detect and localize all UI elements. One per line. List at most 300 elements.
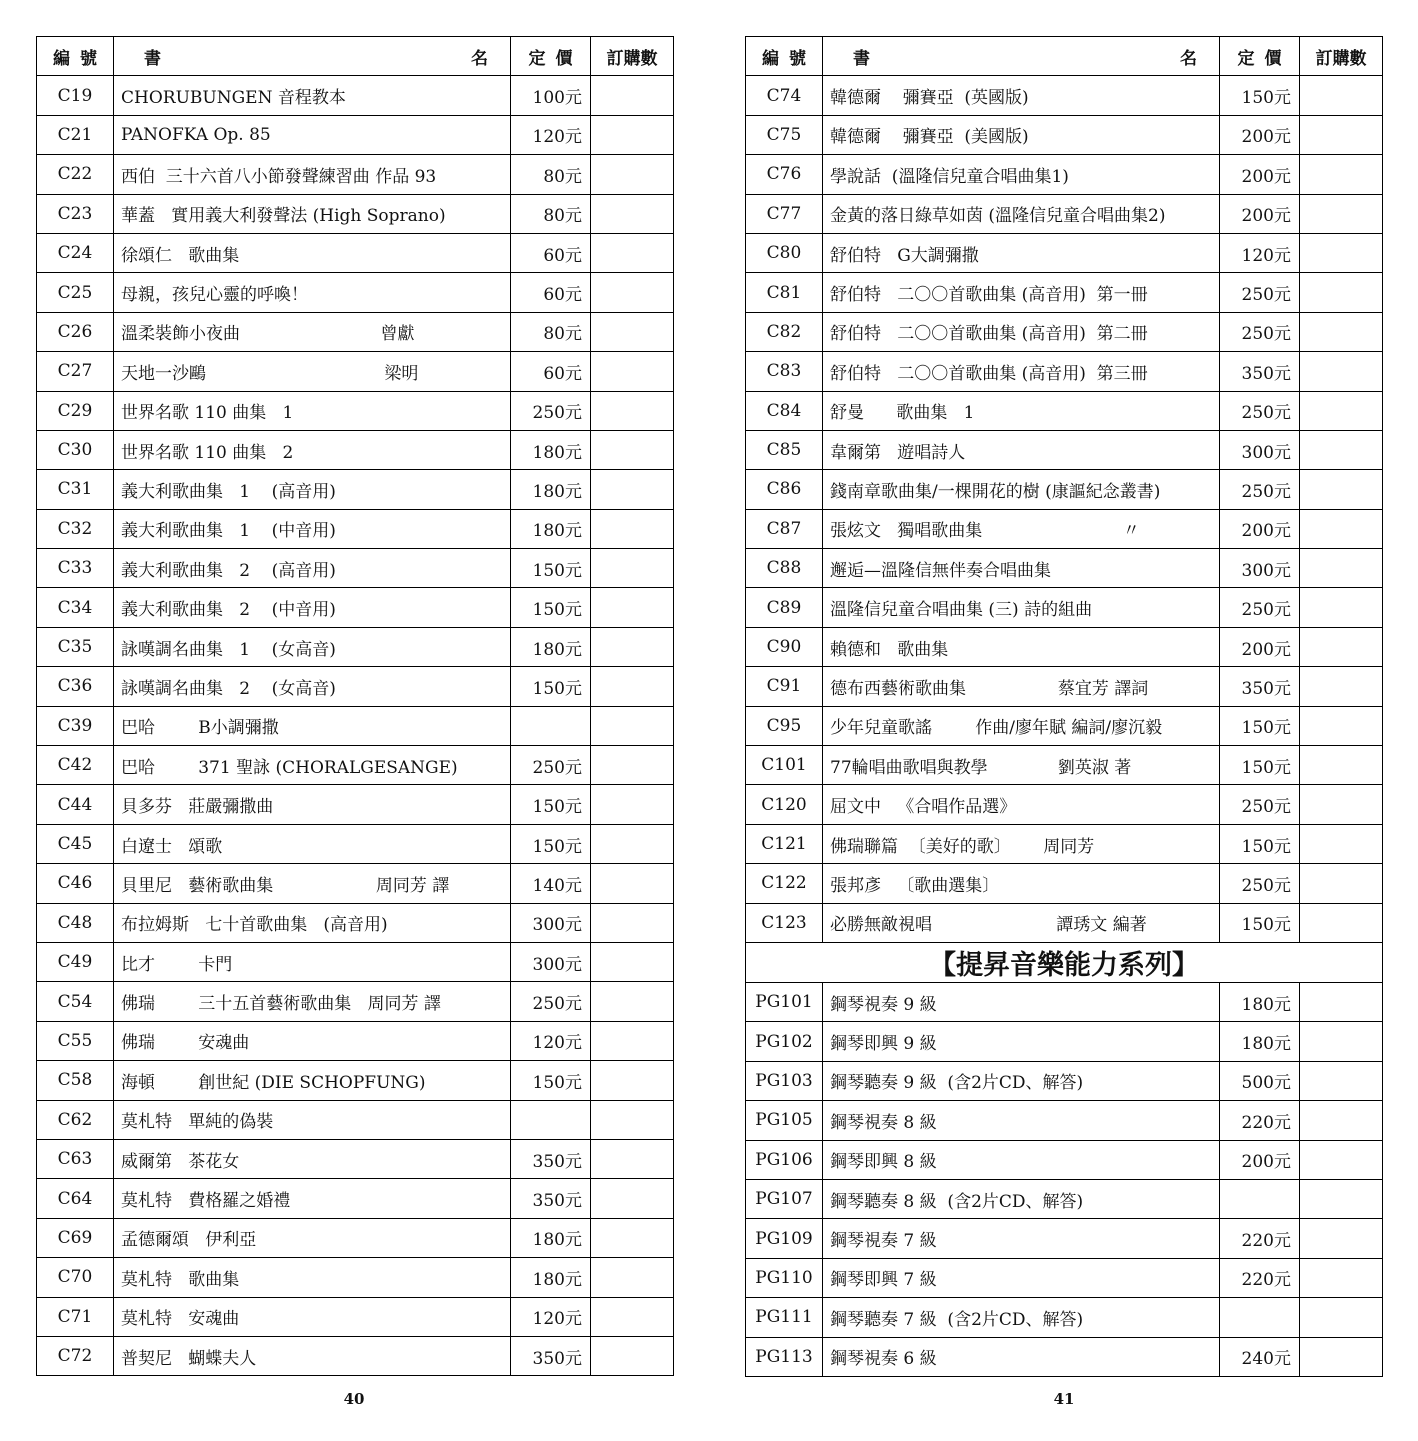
book-title: 舒曼 歌曲集 1 (823, 391, 1220, 430)
book-price: 80元 (511, 155, 591, 194)
book-price: 250元 (511, 982, 591, 1021)
order-qty-cell[interactable] (591, 76, 674, 115)
book-code: C22 (37, 155, 114, 194)
book-title: 佛瑞聯篇 〔美好的歌〕 周同芳 (823, 824, 1220, 863)
table-row (746, 549, 1383, 588)
table-header-row (37, 37, 674, 76)
table-row (746, 430, 1383, 469)
book-code: C19 (37, 76, 114, 115)
order-qty-cell[interactable] (1300, 549, 1383, 588)
book-price: 500元 (1220, 1061, 1300, 1100)
book-code: C33 (37, 549, 114, 588)
book-price: 250元 (1220, 312, 1300, 351)
order-qty-cell[interactable] (1300, 706, 1383, 745)
book-price: 250元 (1220, 391, 1300, 430)
book-price: 150元 (1220, 824, 1300, 863)
table-row (746, 115, 1383, 154)
book-code: C81 (746, 273, 823, 312)
table-row (37, 233, 674, 272)
book-price: 350元 (511, 1139, 591, 1178)
table-row (37, 667, 674, 706)
table-row (37, 785, 674, 824)
book-title: 學說話 (溫隆信兒童合唱曲集1) (823, 155, 1220, 194)
table-row (37, 76, 674, 115)
book-code: C95 (746, 706, 823, 745)
order-qty-cell[interactable] (591, 1336, 674, 1375)
header-name-right: 名 (1180, 48, 1197, 69)
order-qty-cell[interactable] (1300, 1337, 1383, 1376)
header-price: 定價 (511, 37, 591, 76)
order-qty-cell[interactable] (591, 430, 674, 469)
book-code: C55 (37, 1021, 114, 1060)
order-qty-cell[interactable] (1300, 470, 1383, 509)
book-code: C120 (746, 785, 823, 824)
order-qty-cell[interactable] (591, 942, 674, 981)
book-code: C82 (746, 312, 823, 351)
page-number-right: 41 (1053, 1390, 1075, 1408)
book-title: 77輪唱曲歌唱與教學 劉英淑 著 (823, 746, 1220, 785)
book-title: 邂逅—溫隆信無伴奏合唱曲集 (823, 549, 1220, 588)
book-code: C63 (37, 1139, 114, 1178)
order-qty-cell[interactable] (591, 194, 674, 233)
order-qty-cell[interactable] (591, 273, 674, 312)
book-price: 300元 (1220, 430, 1300, 469)
header-code: 編號 (37, 37, 114, 76)
table-row (37, 1297, 674, 1336)
book-price: 300元 (1220, 549, 1300, 588)
table-row (746, 312, 1383, 351)
book-price: 150元 (1220, 706, 1300, 745)
book-title: 比才 卡門 (114, 942, 511, 981)
book-code: C29 (37, 391, 114, 430)
order-qty-cell[interactable] (591, 509, 674, 548)
table-row (37, 746, 674, 785)
book-title: 金黃的落日綠草如茵 (溫隆信兒童合唱曲集2) (823, 194, 1220, 233)
book-title: 少年兒童歌謠 作曲/廖年賦 編詞/廖沉毅 (823, 706, 1220, 745)
book-code: C34 (37, 588, 114, 627)
order-qty-cell[interactable] (1300, 982, 1383, 1021)
book-code: C85 (746, 430, 823, 469)
table-row (37, 115, 674, 154)
order-qty-cell[interactable] (1300, 1179, 1383, 1218)
table-row (746, 1219, 1383, 1258)
order-qty-cell[interactable] (591, 115, 674, 154)
book-code: C62 (37, 1100, 114, 1139)
book-price: 180元 (511, 470, 591, 509)
book-code: C23 (37, 194, 114, 233)
table-body-right (746, 76, 1383, 943)
order-qty-cell[interactable] (1300, 115, 1383, 154)
order-qty-cell[interactable] (1300, 903, 1383, 942)
header-name (114, 37, 511, 76)
order-qty-cell[interactable] (1300, 1140, 1383, 1179)
book-title: 溫隆信兒童合唱曲集 (三) 詩的組曲 (823, 588, 1220, 627)
book-price: 350元 (1220, 667, 1300, 706)
book-price: 120元 (511, 115, 591, 154)
book-title: 天地一沙鷗 梁明 (114, 352, 511, 391)
book-code: PG111 (746, 1298, 823, 1337)
book-code: C86 (746, 470, 823, 509)
order-qty-cell[interactable] (1300, 667, 1383, 706)
book-price: 220元 (1220, 1101, 1300, 1140)
table-row (746, 1061, 1383, 1100)
book-title: 詠嘆調名曲集 1 (女高音) (114, 627, 511, 666)
order-qty-cell[interactable] (1300, 352, 1383, 391)
table-row (37, 824, 674, 863)
order-qty-cell[interactable] (1300, 312, 1383, 351)
order-qty-cell[interactable] (591, 1297, 674, 1336)
book-title: 韓德爾 彌賽亞 (英國版) (823, 76, 1220, 115)
book-price: 250元 (1220, 273, 1300, 312)
book-title: 德布西藝術歌曲集 蔡宜芳 譯詞 (823, 667, 1220, 706)
book-code: PG105 (746, 1101, 823, 1140)
book-price: 200元 (1220, 194, 1300, 233)
book-title: 舒伯特 二〇〇首歌曲集 (高音用) 第二冊 (823, 312, 1220, 351)
book-price (511, 1100, 591, 1139)
book-title: 義大利歌曲集 2 (中音用) (114, 588, 511, 627)
order-qty-cell[interactable] (591, 627, 674, 666)
order-qty-cell[interactable] (1300, 430, 1383, 469)
book-price: 140元 (511, 864, 591, 903)
order-qty-cell[interactable] (591, 1061, 674, 1100)
page-number-left: 40 (343, 1390, 365, 1408)
book-price: 220元 (1220, 1219, 1300, 1258)
table-row (37, 982, 674, 1021)
order-qty-cell[interactable] (591, 1021, 674, 1060)
book-title: 鋼琴聽奏 8 級 (含2片CD、解答) (823, 1179, 1220, 1218)
table-row (37, 1258, 674, 1297)
book-price: 200元 (1220, 509, 1300, 548)
header-qty: 訂購數 (1300, 37, 1383, 76)
table-row (746, 785, 1383, 824)
order-qty-cell[interactable] (1300, 1298, 1383, 1337)
book-price: 60元 (511, 352, 591, 391)
book-price: 250元 (1220, 864, 1300, 903)
book-code: C27 (37, 352, 114, 391)
book-code: C123 (746, 903, 823, 942)
table-row (37, 155, 674, 194)
table-row (746, 155, 1383, 194)
table-row (746, 352, 1383, 391)
book-price: 120元 (1220, 233, 1300, 272)
table-row (37, 312, 674, 351)
book-price: 120元 (511, 1297, 591, 1336)
book-code: C88 (746, 549, 823, 588)
table-header-row (746, 37, 1383, 76)
book-code: PG113 (746, 1337, 823, 1376)
table-row (746, 1337, 1383, 1376)
book-price: 180元 (511, 627, 591, 666)
order-qty-cell[interactable] (591, 706, 674, 745)
book-title: 母親，孩兒心靈的呼喚！ (114, 273, 511, 312)
order-qty-cell[interactable] (1300, 864, 1383, 903)
book-code: C25 (37, 273, 114, 312)
book-code: C121 (746, 824, 823, 863)
table-row (37, 391, 674, 430)
book-price: 350元 (1220, 352, 1300, 391)
book-title: 義大利歌曲集 1 (高音用) (114, 470, 511, 509)
order-qty-cell[interactable] (1300, 588, 1383, 627)
table-row (746, 1140, 1383, 1179)
book-title: PANOFKA Op. 85 (114, 115, 511, 154)
header-name-left: 書 (853, 48, 870, 69)
book-title: 莫札特 安魂曲 (114, 1297, 511, 1336)
table-row (746, 391, 1383, 430)
book-title: 普契尼 蝴蝶夫人 (114, 1336, 511, 1375)
table-row (746, 233, 1383, 272)
header-name-right: 名 (471, 48, 488, 69)
table-body-right-series (746, 982, 1383, 1376)
order-qty-cell[interactable] (591, 667, 674, 706)
order-qty-cell[interactable] (591, 155, 674, 194)
book-price (1220, 1298, 1300, 1337)
book-title: 莫札特 單純的偽裝 (114, 1100, 511, 1139)
book-code: C83 (746, 352, 823, 391)
book-title: 溫柔裝飾小夜曲 曾獻 (114, 312, 511, 351)
book-title: 舒伯特 G大調彌撒 (823, 233, 1220, 272)
book-code: C42 (37, 746, 114, 785)
book-price: 300元 (511, 942, 591, 981)
book-price (1220, 1179, 1300, 1218)
book-title: 佛瑞 安魂曲 (114, 1021, 511, 1060)
order-qty-cell[interactable] (591, 391, 674, 430)
book-code: C54 (37, 982, 114, 1021)
book-title: 必勝無敵視唱 譚琇文 編著 (823, 903, 1220, 942)
order-qty-cell[interactable] (1300, 391, 1383, 430)
table-row (746, 1101, 1383, 1140)
book-title: 莫札特 費格羅之婚禮 (114, 1179, 511, 1218)
order-qty-cell[interactable] (1300, 1022, 1383, 1061)
order-qty-cell[interactable] (591, 352, 674, 391)
order-qty-cell[interactable] (591, 982, 674, 1021)
book-title: 鋼琴視奏 8 級 (823, 1101, 1220, 1140)
order-qty-cell[interactable] (1300, 194, 1383, 233)
order-qty-cell[interactable] (1300, 155, 1383, 194)
order-qty-cell[interactable] (1300, 1219, 1383, 1258)
table-row (37, 903, 674, 942)
book-title: 錢南章歌曲集/一棵開花的樹 (康謳紀念叢書) (823, 470, 1220, 509)
book-price: 250元 (511, 746, 591, 785)
table-row (746, 509, 1383, 548)
book-title: 白遼士 頌歌 (114, 824, 511, 863)
order-qty-cell[interactable] (591, 1218, 674, 1257)
book-title: 鋼琴聽奏 7 級 (含2片CD、解答) (823, 1298, 1220, 1337)
book-price: 150元 (511, 824, 591, 863)
order-qty-cell[interactable] (591, 1100, 674, 1139)
book-price: 60元 (511, 273, 591, 312)
book-title: 巴哈 B小調彌撒 (114, 706, 511, 745)
table-row (746, 1298, 1383, 1337)
book-title: 鋼琴即興 7 級 (823, 1258, 1220, 1297)
book-title: 徐頌仁 歌曲集 (114, 233, 511, 272)
book-title: 詠嘆調名曲集 2 (女高音) (114, 667, 511, 706)
book-price: 150元 (511, 667, 591, 706)
table-body-left (37, 76, 674, 1376)
book-title: 張炫文 獨唱歌曲集 〃 (823, 509, 1220, 548)
table-row (37, 549, 674, 588)
book-code: C77 (746, 194, 823, 233)
book-code: PG103 (746, 1061, 823, 1100)
book-price: 80元 (511, 194, 591, 233)
order-qty-cell[interactable] (591, 785, 674, 824)
book-price: 250元 (511, 391, 591, 430)
table-row (746, 706, 1383, 745)
book-price: 200元 (1220, 115, 1300, 154)
order-qty-cell[interactable] (591, 1179, 674, 1218)
book-price: 150元 (1220, 76, 1300, 115)
book-price: 150元 (1220, 746, 1300, 785)
book-price: 200元 (1220, 1140, 1300, 1179)
book-price: 180元 (511, 509, 591, 548)
book-price: 250元 (1220, 470, 1300, 509)
catalog-page-right (745, 36, 1382, 1377)
book-title: 韓德爾 彌賽亞 (美國版) (823, 115, 1220, 154)
book-title: 鋼琴即興 8 級 (823, 1140, 1220, 1179)
book-code: C70 (37, 1258, 114, 1297)
order-qty-cell[interactable] (591, 312, 674, 351)
book-code: C76 (746, 155, 823, 194)
book-title: 威爾第 茶花女 (114, 1139, 511, 1178)
book-price: 150元 (511, 549, 591, 588)
book-price: 240元 (1220, 1337, 1300, 1376)
book-code: C91 (746, 667, 823, 706)
table-row (746, 864, 1383, 903)
order-qty-cell[interactable] (591, 746, 674, 785)
book-code: C71 (37, 1297, 114, 1336)
order-qty-cell[interactable] (1300, 627, 1383, 666)
book-title: 貝多芬 莊嚴彌撒曲 (114, 785, 511, 824)
order-qty-cell[interactable] (1300, 1061, 1383, 1100)
book-code: C24 (37, 233, 114, 272)
book-code: PG106 (746, 1140, 823, 1179)
book-code: C69 (37, 1218, 114, 1257)
order-qty-cell[interactable] (591, 1258, 674, 1297)
order-qty-cell[interactable] (591, 824, 674, 863)
book-title: 布拉姆斯 七十首歌曲集 (高音用) (114, 903, 511, 942)
book-price (511, 706, 591, 745)
book-code: C122 (746, 864, 823, 903)
table-row (746, 824, 1383, 863)
book-title: 義大利歌曲集 2 (高音用) (114, 549, 511, 588)
book-price: 350元 (511, 1179, 591, 1218)
book-price: 180元 (1220, 982, 1300, 1021)
book-code: C26 (37, 312, 114, 351)
book-title: 孟德爾頌 伊利亞 (114, 1218, 511, 1257)
book-title: 鋼琴視奏 7 級 (823, 1219, 1220, 1258)
order-qty-cell[interactable] (1300, 273, 1383, 312)
book-title: 舒伯特 二〇〇首歌曲集 (高音用) 第三冊 (823, 352, 1220, 391)
book-title: 佛瑞 三十五首藝術歌曲集 周同芳 譯 (114, 982, 511, 1021)
book-price: 250元 (1220, 785, 1300, 824)
book-code: C75 (746, 115, 823, 154)
book-code: C84 (746, 391, 823, 430)
book-code: C32 (37, 509, 114, 548)
order-qty-cell[interactable] (591, 1139, 674, 1178)
table-row (37, 1218, 674, 1257)
book-code: C87 (746, 509, 823, 548)
order-qty-cell[interactable] (591, 903, 674, 942)
order-qty-cell[interactable] (1300, 76, 1383, 115)
book-code: C72 (37, 1336, 114, 1375)
table-row (37, 1100, 674, 1139)
order-qty-cell[interactable] (591, 233, 674, 272)
book-title: CHORUBUNGEN 音程教本 (114, 76, 511, 115)
table-row (37, 1021, 674, 1060)
book-title: 莫札特 歌曲集 (114, 1258, 511, 1297)
order-qty-cell[interactable] (1300, 824, 1383, 863)
book-price: 100元 (511, 76, 591, 115)
table-row (746, 470, 1383, 509)
book-price: 180元 (1220, 1022, 1300, 1061)
book-code: C36 (37, 667, 114, 706)
price-table-right (745, 36, 1383, 1377)
book-title: 賴德和 歌曲集 (823, 627, 1220, 666)
header-name-left: 書 (144, 48, 161, 69)
table-row (746, 903, 1383, 942)
book-code: C44 (37, 785, 114, 824)
order-qty-cell[interactable] (1300, 1101, 1383, 1140)
book-code: C30 (37, 430, 114, 469)
table-row (37, 1061, 674, 1100)
order-qty-cell[interactable] (591, 470, 674, 509)
book-code: C31 (37, 470, 114, 509)
order-qty-cell[interactable] (1300, 785, 1383, 824)
book-code: C80 (746, 233, 823, 272)
book-price: 150元 (1220, 903, 1300, 942)
book-price: 180元 (511, 430, 591, 469)
table-row (37, 509, 674, 548)
book-title: 世界名歌 110 曲集 2 (114, 430, 511, 469)
table-row (37, 864, 674, 903)
book-title: 世界名歌 110 曲集 1 (114, 391, 511, 430)
book-title: 貝里尼 藝術歌曲集 周同芳 譯 (114, 864, 511, 903)
book-code: PG107 (746, 1179, 823, 1218)
price-table-left (36, 36, 674, 1376)
section-title-body (746, 942, 1383, 982)
book-price: 250元 (1220, 588, 1300, 627)
book-code: C89 (746, 588, 823, 627)
book-code: C64 (37, 1179, 114, 1218)
book-title: 義大利歌曲集 1 (中音用) (114, 509, 511, 548)
book-price: 180元 (511, 1258, 591, 1297)
catalog-page-left (36, 36, 673, 1376)
order-qty-cell[interactable] (1300, 509, 1383, 548)
header-name (823, 37, 1220, 76)
order-qty-cell[interactable] (1300, 746, 1383, 785)
table-row (37, 273, 674, 312)
book-code: PG101 (746, 982, 823, 1021)
order-qty-cell[interactable] (591, 588, 674, 627)
order-qty-cell[interactable] (1300, 233, 1383, 272)
table-row (37, 194, 674, 233)
book-title: 鋼琴聽奏 9 級 (含2片CD、解答) (823, 1061, 1220, 1100)
book-price: 300元 (511, 903, 591, 942)
table-row (746, 1022, 1383, 1061)
book-price: 150元 (511, 588, 591, 627)
table-row (37, 430, 674, 469)
book-title: 海頓 創世紀 (DIE SCHOPFUNG) (114, 1061, 511, 1100)
header-price: 定價 (1220, 37, 1300, 76)
book-code: C21 (37, 115, 114, 154)
book-code: C45 (37, 824, 114, 863)
book-title: 舒伯特 二〇〇首歌曲集 (高音用) 第一冊 (823, 273, 1220, 312)
book-title: 韋爾第 遊唱詩人 (823, 430, 1220, 469)
order-qty-cell[interactable] (591, 864, 674, 903)
order-qty-cell[interactable] (1300, 1258, 1383, 1297)
order-qty-cell[interactable] (591, 549, 674, 588)
book-title: 鋼琴視奏 9 級 (823, 982, 1220, 1021)
table-row (746, 746, 1383, 785)
